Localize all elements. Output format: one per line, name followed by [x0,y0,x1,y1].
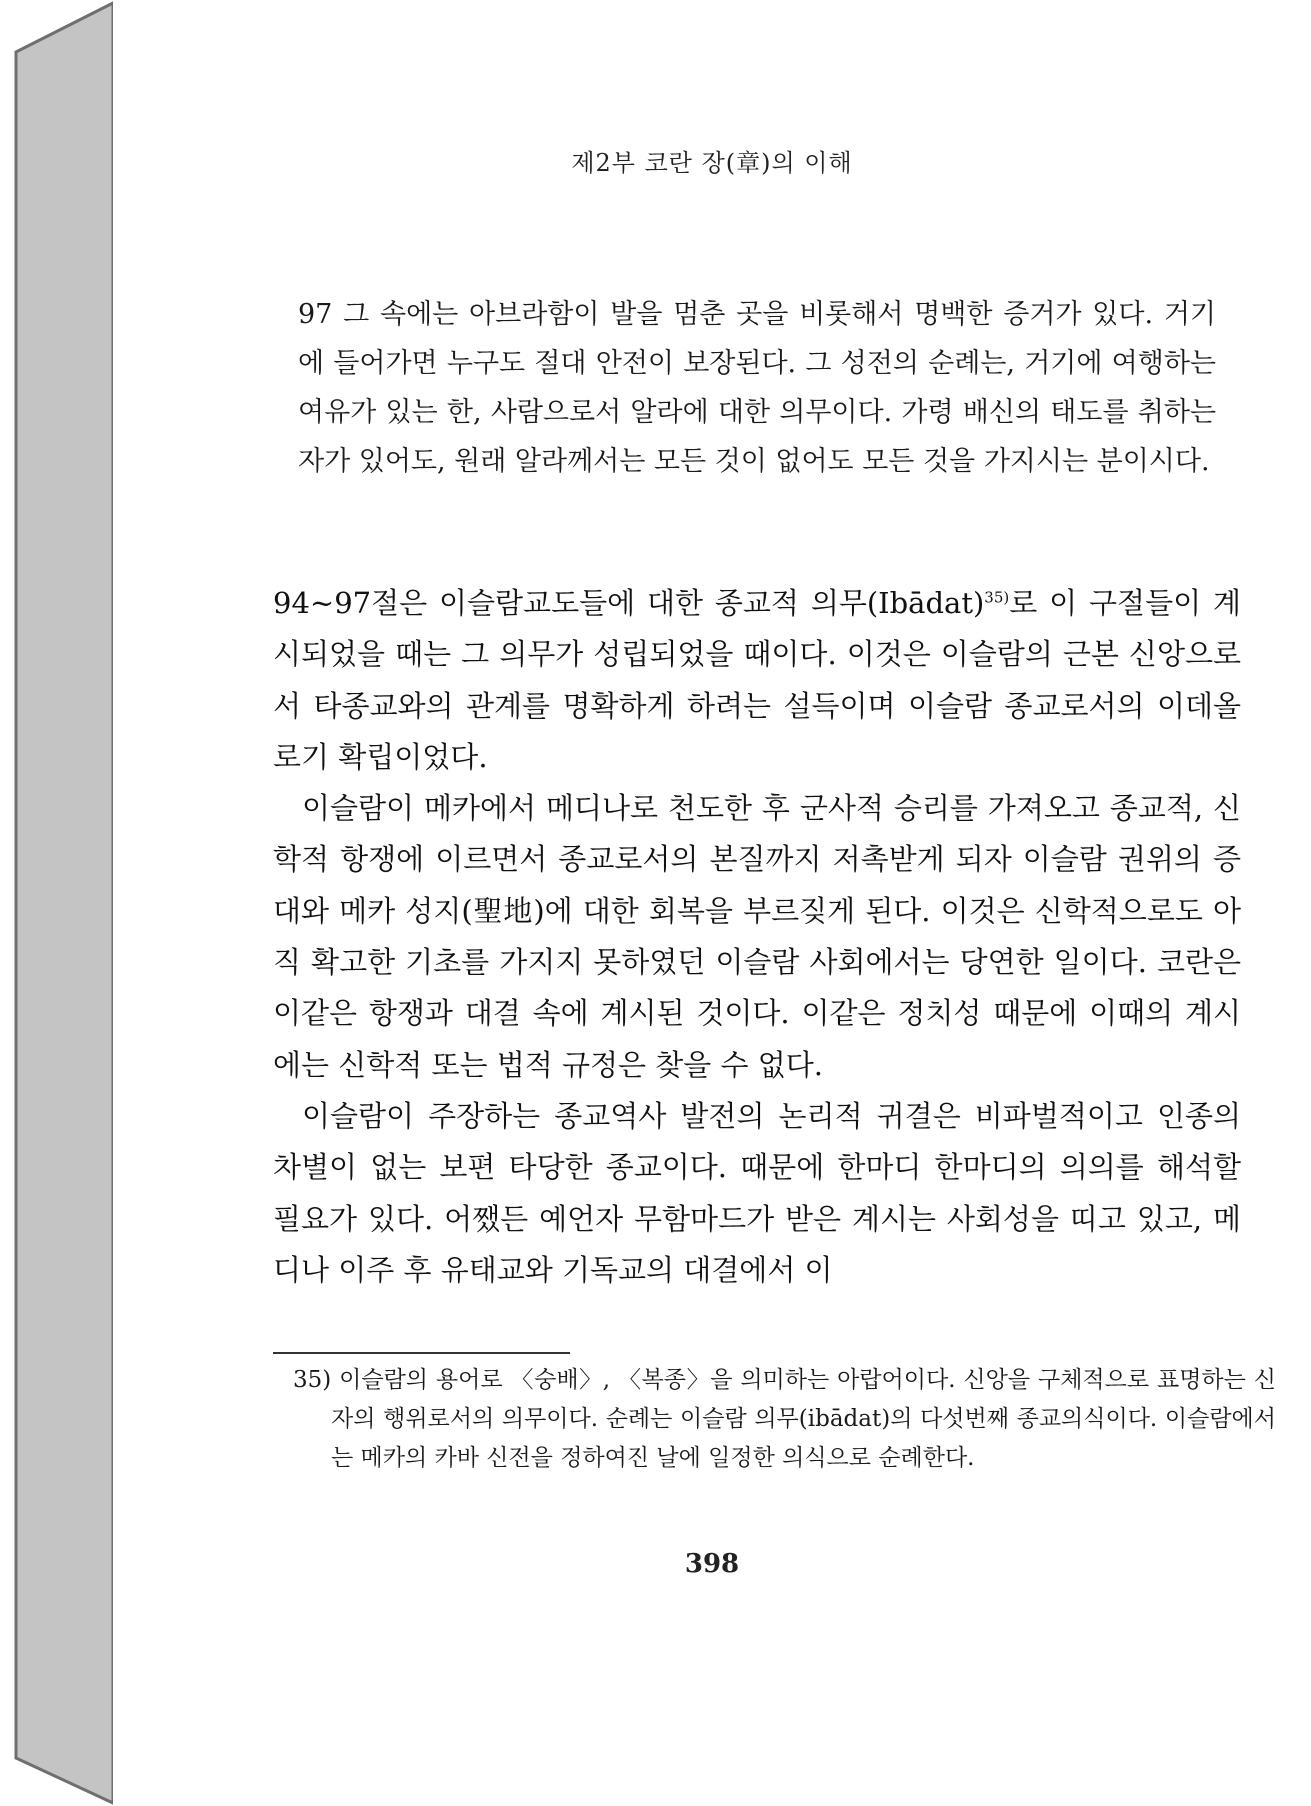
book-page [113,0,1311,1806]
footnote-divider [273,1352,570,1354]
footnote-reference: 35) [984,588,1010,607]
running-head: 제2부 코란 장(章)의 이해 [571,149,853,177]
body-text [273,578,1241,1296]
quoted-verse-97: 97 그 속에는 아브라함이 발을 멈춘 곳을 비롯해서 명백한 증거가 있다. 거기에 들어가면 누구도 절대 안전이 보장된다. 그 성전의 순례는, 거기에 여행하는 여유가 있는 한, 사람으로서 알라에 대한 의무이다. 가령 배신의 태도를 취하는 자가 있어도, 원래 알라께서는 모든 것이 없어도 모든 것을 가지시는 분이시다. [298,299,1216,477]
paragraph-2: 이슬람이 메카에서 메디나로 천도한 후 군사적 승리를 가져오고 종교적, 신학적 항쟁에 이르면서 종교로서의 본질까지 저촉받게 되자 이슬람 권위의 증대와 메카 성지(聖地)에 대한 회복을 부르짖게 된다. 이것은 신학적으로도 아직 확고한 기초를 가지지 못하였던 이슬람 사회에서는 당연한 일이다. 코란은 이같은 항쟁과 대결 속에 계시된 것이다. 이같은 정치성 때문에 이때의 계시에는 신학적 또는 법적 규정은 찾을 수 없다. [273,791,1241,1082]
paragraph-3: 이슬람이 주장하는 종교역사 발전의 논리적 귀결은 비파벌적이고 인종의 차별이 없는 보편 타당한 종교이다. 때문에 한마디 한마디의 의의를 해석할 필요가 있다. 어쨌든 예언자 무함마드가 받은 계시는 사회성을 띠고 있고, 메디나 이주 후 유태교와 기독교의 대결에서 이 [273,1098,1241,1287]
paragraph-1 [273,578,1241,783]
page-number: 398 [684,1549,740,1579]
paragraph-1-start: 94~97절은 이슬람교도들에 대한 종교적 의무(Ibādat) [273,586,985,620]
paragraph-1-end: 로 이 구절들이 계시되었을 때는 그 의무가 성립되었을 때이다. 이것은 이슬람의 근본 신앙으로서 타종교와의 관계를 명확하게 하려는 설득이며 이슬람 종교로서의 이데올로기 확립이었다. [273,586,1241,774]
footnote-35: 35) 이슬람의 용어로 〈숭배〉, 〈복종〉을 의미하는 아랍어이다. 신앙을 구체적으로 표명하는 신자의 행위로서의 의무이다. 순례는 이슬람 의무(ibādat)의 다섯번째 종교의식이다. 이슬람에서는 메카의 카바 신전을 정하여진 날에 일정한 의식으로 순례한다. [293,1367,1276,1471]
